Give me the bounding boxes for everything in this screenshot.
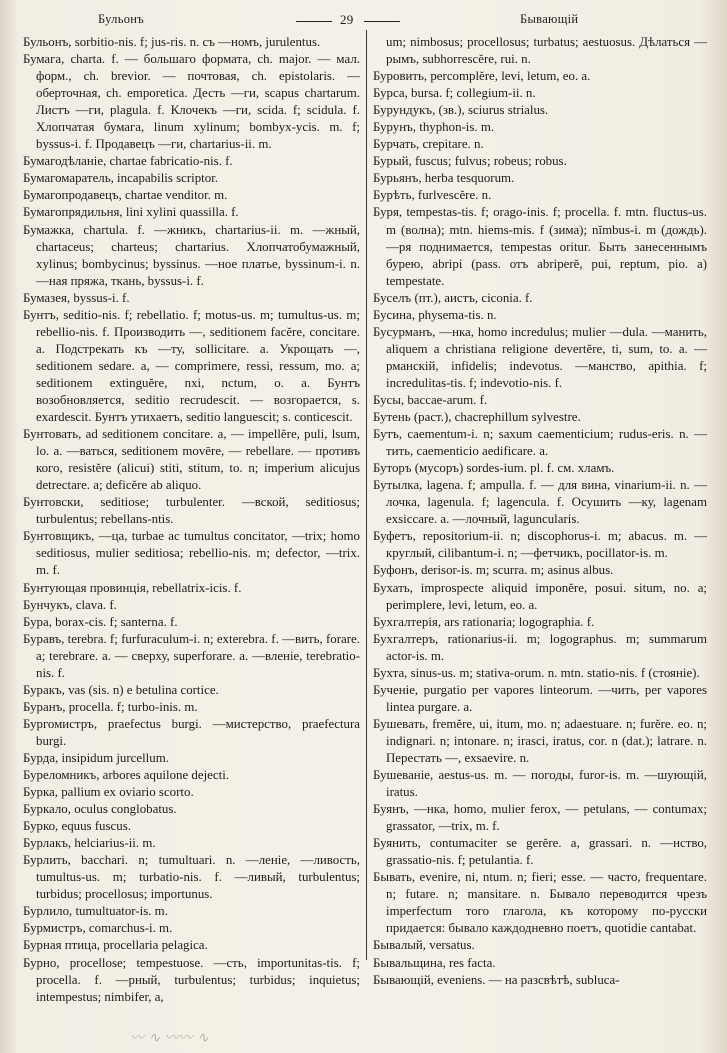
dictionary-entry: Бурко, equus fuscus.: [23, 819, 131, 834]
dictionary-entry: Бунтующая провинція, rebellatrix-icis. f.: [23, 580, 242, 595]
dictionary-entry: Бутень (раст.), chacrephillum sylvestre.: [373, 410, 581, 425]
dictionary-entry: Буравъ, terebra. f; furfuraculum-i. n; exterebra. f. —вить, forare. a; terebrare. a. — сверху, superforare. a. —вленіе, terebratio-nis. f.: [23, 631, 360, 680]
dictionary-entry: Бура, borax-cis. f; santerna. f.: [23, 614, 178, 629]
dictionary-entry: Буянъ, —нка, homo, mulier ferox, — petulans, — contumax; grassator, —trix, m. f.: [373, 802, 707, 834]
header-rule-right: [364, 21, 400, 22]
dictionary-entry: Бурундукъ, (зв.), sciurus strialus.: [373, 103, 549, 118]
dictionary-entry: Бунтъ, seditio-nis. f; rebellatio. f; motus-us. m; tumultus-us. m; rebellio-nis. f. Производить —, seditionem facĕre, concitare. a. Подстрекать къ —ту, sollicitare. a. Укрощать —, seditionem sedare. a, — comprimere, ressi, ressum, mo. a; seditionem extinguĕre, nxi, nctum, o. a. Бунтъ возобновляется, seditio recrudescit. — возгорается, s. exardescit. Бунтъ утихаетъ, seditio languescit; s. conticescit.: [23, 307, 360, 425]
dictionary-entry: Буровить, percomplĕre, levi, letum, eo. a.: [373, 69, 591, 84]
dictionary-entry: Бусы, baccae-arum. f.: [373, 392, 488, 407]
dictionary-entry: Бумагомаратель, incapabilis scriptor.: [23, 171, 219, 186]
dictionary-entry: Бумагопродавецъ, chartae venditor. m.: [23, 188, 228, 203]
dictionary-entry: Бургомистръ, praefectus burgi. —мистерство, praefectura burgi.: [23, 716, 360, 748]
dictionary-entry: Бурый, fuscus; fulvus; robeus; robus.: [373, 154, 567, 169]
dictionary-entry: Бухать, improspecte aliquid imponĕre, posui. situm, no. a; perimplere, levi, letum, eo. a.: [373, 580, 707, 612]
dictionary-entry: Бунтовщикъ, —ца, turbae ac tumultus concitator, —trix; homo seditiosus, mulier seditiosa; rebellio-nis. m; defector, —trix. m. f.: [23, 529, 360, 578]
dictionary-entry: Бушевать, fremĕre, ui, itum, mo. n; adaestuare. n; furĕre. eo. n; indignari. n; intonare. n; irasci, iratus, cor. n (dat.); latrare. n. Перестать —, exsaevire. n.: [373, 716, 707, 765]
dictionary-entry: Бумажка, chartula. f. —жникъ, chartarius-ii. m. —жный, chartaceus; charteus; chartarius. Хлопчатобумажный, xylinus; bombycinus; byssinus. —ное платье, byssinum-i. n. —ная пряжа, ткань, byssus-i. f.: [23, 222, 360, 288]
dictionary-entry: Бумазея, byssus-i. f.: [23, 290, 130, 305]
dictionary-entry: Бурѣть, furlvescĕre. n.: [373, 188, 492, 203]
dictionary-entry: Буранъ, procella. f; turbo-inis. m.: [23, 699, 198, 714]
left-column: [23, 34, 360, 1006]
dictionary-entry: Буркало, oculus conglobatus.: [23, 802, 177, 817]
dictionary-entry: Бухта, sinus-us. m; stativa-orum. n. mtn. statio-nis. f (стоянie).: [373, 665, 700, 680]
dictionary-entry: Буянить, contumaciter se gerĕre. a, grassari. n. —нство, grassatio-nis. f; petulantia. f.: [373, 836, 707, 868]
column-divider: [366, 30, 367, 960]
page-number: 29: [340, 12, 354, 27]
dictionary-entry: Бутылка, lagena. f; ampulla. f. — для вина, vinarium-ii. n. —лочка, lagenula. f; lagencula. f. Осушить —ку, lagenam exsiccare. a. —лочный, laguncularis.: [373, 478, 707, 527]
dictionary-entry: Бурная птица, procellaria pelagica.: [23, 938, 208, 953]
dictionary-entry: Бутъ, caementum-i. n; saxum caementicium; rudus-eris. n. —тить, caementicio aedificare. a.: [373, 427, 707, 459]
dictionary-entry: Бурьянъ, herba tesquorum.: [373, 171, 515, 186]
dictionary-entry: Бурлакъ, helciarius-ii. m.: [23, 836, 156, 851]
dictionary-entry: Бухгалтерія, ars rationaria; logographia. f.: [373, 614, 595, 629]
right-column: [373, 34, 707, 989]
right-guide-word: Бывающій: [520, 12, 579, 26]
pencil-marginalia-icon: 〰 ∿ 〰〰 ∿: [130, 1030, 209, 1046]
continued-entry: um; nimbosus; procellosus; turbatus; aestuosus. Дѣлаться —рымъ, subhorrescĕre, rui. n.: [386, 35, 707, 67]
dictionary-entry: Буфетъ, repositorium-ii. n; discophorus-i. m; abacus. m. — круглый, cilibantum-i. n; —фетчикъ, pocillator-is. m.: [373, 529, 707, 561]
dictionary-entry: Бывальщина, res facta.: [373, 955, 496, 970]
dictionary-entry: Буря, tempestas-tis. f; orago-inis. f; procella. f. mtn. fluctus-us. m (волна); mtn. hiems-mis. f (зима); nĭmbus-i. m (дождь). —ря поднимается, tempestas oritur. Быть занесеннымъ бурею, abripi (pass. отъ abriperĕ, pui, reptum, pio. a) tempestate.: [373, 205, 707, 288]
dictionary-entry: Бурунъ, thyphon-is. m.: [373, 120, 495, 135]
dictionary-entry: Бурса, bursa. f; collegium-ii. n.: [373, 86, 536, 101]
dictionary-entry: Бунтовски, seditiose; turbulenter. —вской, seditiosus; turbulentus; rebellans-ntis.: [23, 495, 360, 527]
dictionary-entry: Бывать, evenire, ni, ntum. n; fieri; esse. — часто, frequentare. n; futare. n; mansitare. n. Бывало переводится чрезъ imperfectum того глагола, къ которому по-русски придается: бывало каждодневно поетъ, quotidie cantabat.: [373, 870, 707, 936]
dictionary-entry: Бумагопрядильня, lini xylini quassilla. f.: [23, 205, 239, 220]
dictionary-entry: Бурно, procellose; tempestuose. —сть, importunitas-tis. f; procella. f. —рный, turbulentus; turbidus; inquietus; intempestus; nimbifer, a,: [23, 955, 360, 1004]
dictionary-entry: Бученіе, purgatio per vapores linteorum. —чить, per vapores lintea purgare. a.: [373, 682, 707, 714]
dictionary-entry: Бусина, physema-tis. n.: [373, 307, 497, 322]
dictionary-entry: Бумагодѣланіе, chartae fabricatio-nis. f.: [23, 154, 233, 169]
dictionary-entry: Бурка, pallium ex oviario scorto.: [23, 785, 194, 800]
dictionary-entry: Бурда, insipidum jurcellum.: [23, 750, 169, 765]
dictionary-entry: Бывающій, eveniens. — на разсвѣтѣ, subluca-: [373, 972, 620, 987]
dictionary-entry: Бумага, charta. f. — большаго формата, ch. major. — мал. форм., ch. brevior. — почтовая, ch. epistolaris. — оберточная, ch. emporetica. Десть —ги, scapus chartarum. Листъ —ги, plagula. f. Клочекъ —ги, scida. f; scidula. f. Хлопчатая бумага, linum xylinum; bombyx-ycis. m. f; byssus-i. f. Продавецъ —ги, chartarius-ii. m.: [23, 52, 360, 152]
dictionary-entry: Бушеваніе, aestus-us. m. — погоды, furor-is. m. —шующій, iratus.: [373, 768, 707, 800]
dictionary-entry: Бурлило, tumultuator-is. m.: [23, 904, 168, 919]
dictionary-entry: Буреломникъ, arbores aquilone dejecti.: [23, 768, 229, 783]
dictionary-entry: Буфонъ, derisor-is. m; scurra. m; asinus albus.: [373, 563, 614, 578]
dictionary-entry: Бурлить, bacchari. n; tumultuari. n. —леніе, —ливость, tumultus-us. m; turbatio-nis. f. —ливый, turbulentus; turbidus; procellosus; importunus.: [23, 853, 360, 902]
dictionary-entry: Бурмистръ, comarchus-i. m.: [23, 921, 173, 936]
dictionary-entry: Буракъ, vas (sis. n) e betulina cortice.: [23, 682, 219, 697]
dictionary-entry: Бухгалтеръ, rationarius-ii. m; logographus. m; summarum actor-is. m.: [373, 631, 707, 663]
dictionary-entry: Бывалый, versatus.: [373, 938, 475, 953]
dictionary-entry: Бунчукъ, clava. f.: [23, 597, 117, 612]
dictionary-entry: Бунтовать, ad seditionem concitare. a, — impellĕre, puli, lsum, lo. a. —ваться, seditionem movēre, — rebellare. — противъ кого, resistĕre (alicui) stiti, stitum, to. n; imperium alicujus detrectare. a; deficĕre ab aliquo.: [23, 427, 360, 493]
left-guide-word: Бульонъ: [98, 12, 145, 26]
dictionary-entry: Бульонъ, sorbitio-nis. f; jus-ris. n. съ —номъ, jurulentus.: [23, 35, 321, 49]
header-rule-left: [296, 21, 332, 22]
dictionary-entry: Бусурманъ, —нка, homo incredulus; mulier —dula. —манить, aliquem a christiana religione devertĕre, ti, sum, to. a. —рманскій, infidelis; indevotus. —манство, apithia. f; incredulitas-tis. f; indevotio-nis. f.: [373, 324, 707, 390]
dictionary-entry: Буторъ (мусоръ) sordes-ium. pl. f. см. хламъ.: [373, 461, 615, 476]
dictionary-entry: Бурчать, crepitare. n.: [373, 137, 484, 152]
dictionary-entry: Буселъ (пт.), аистъ, ciconia. f.: [373, 290, 533, 305]
